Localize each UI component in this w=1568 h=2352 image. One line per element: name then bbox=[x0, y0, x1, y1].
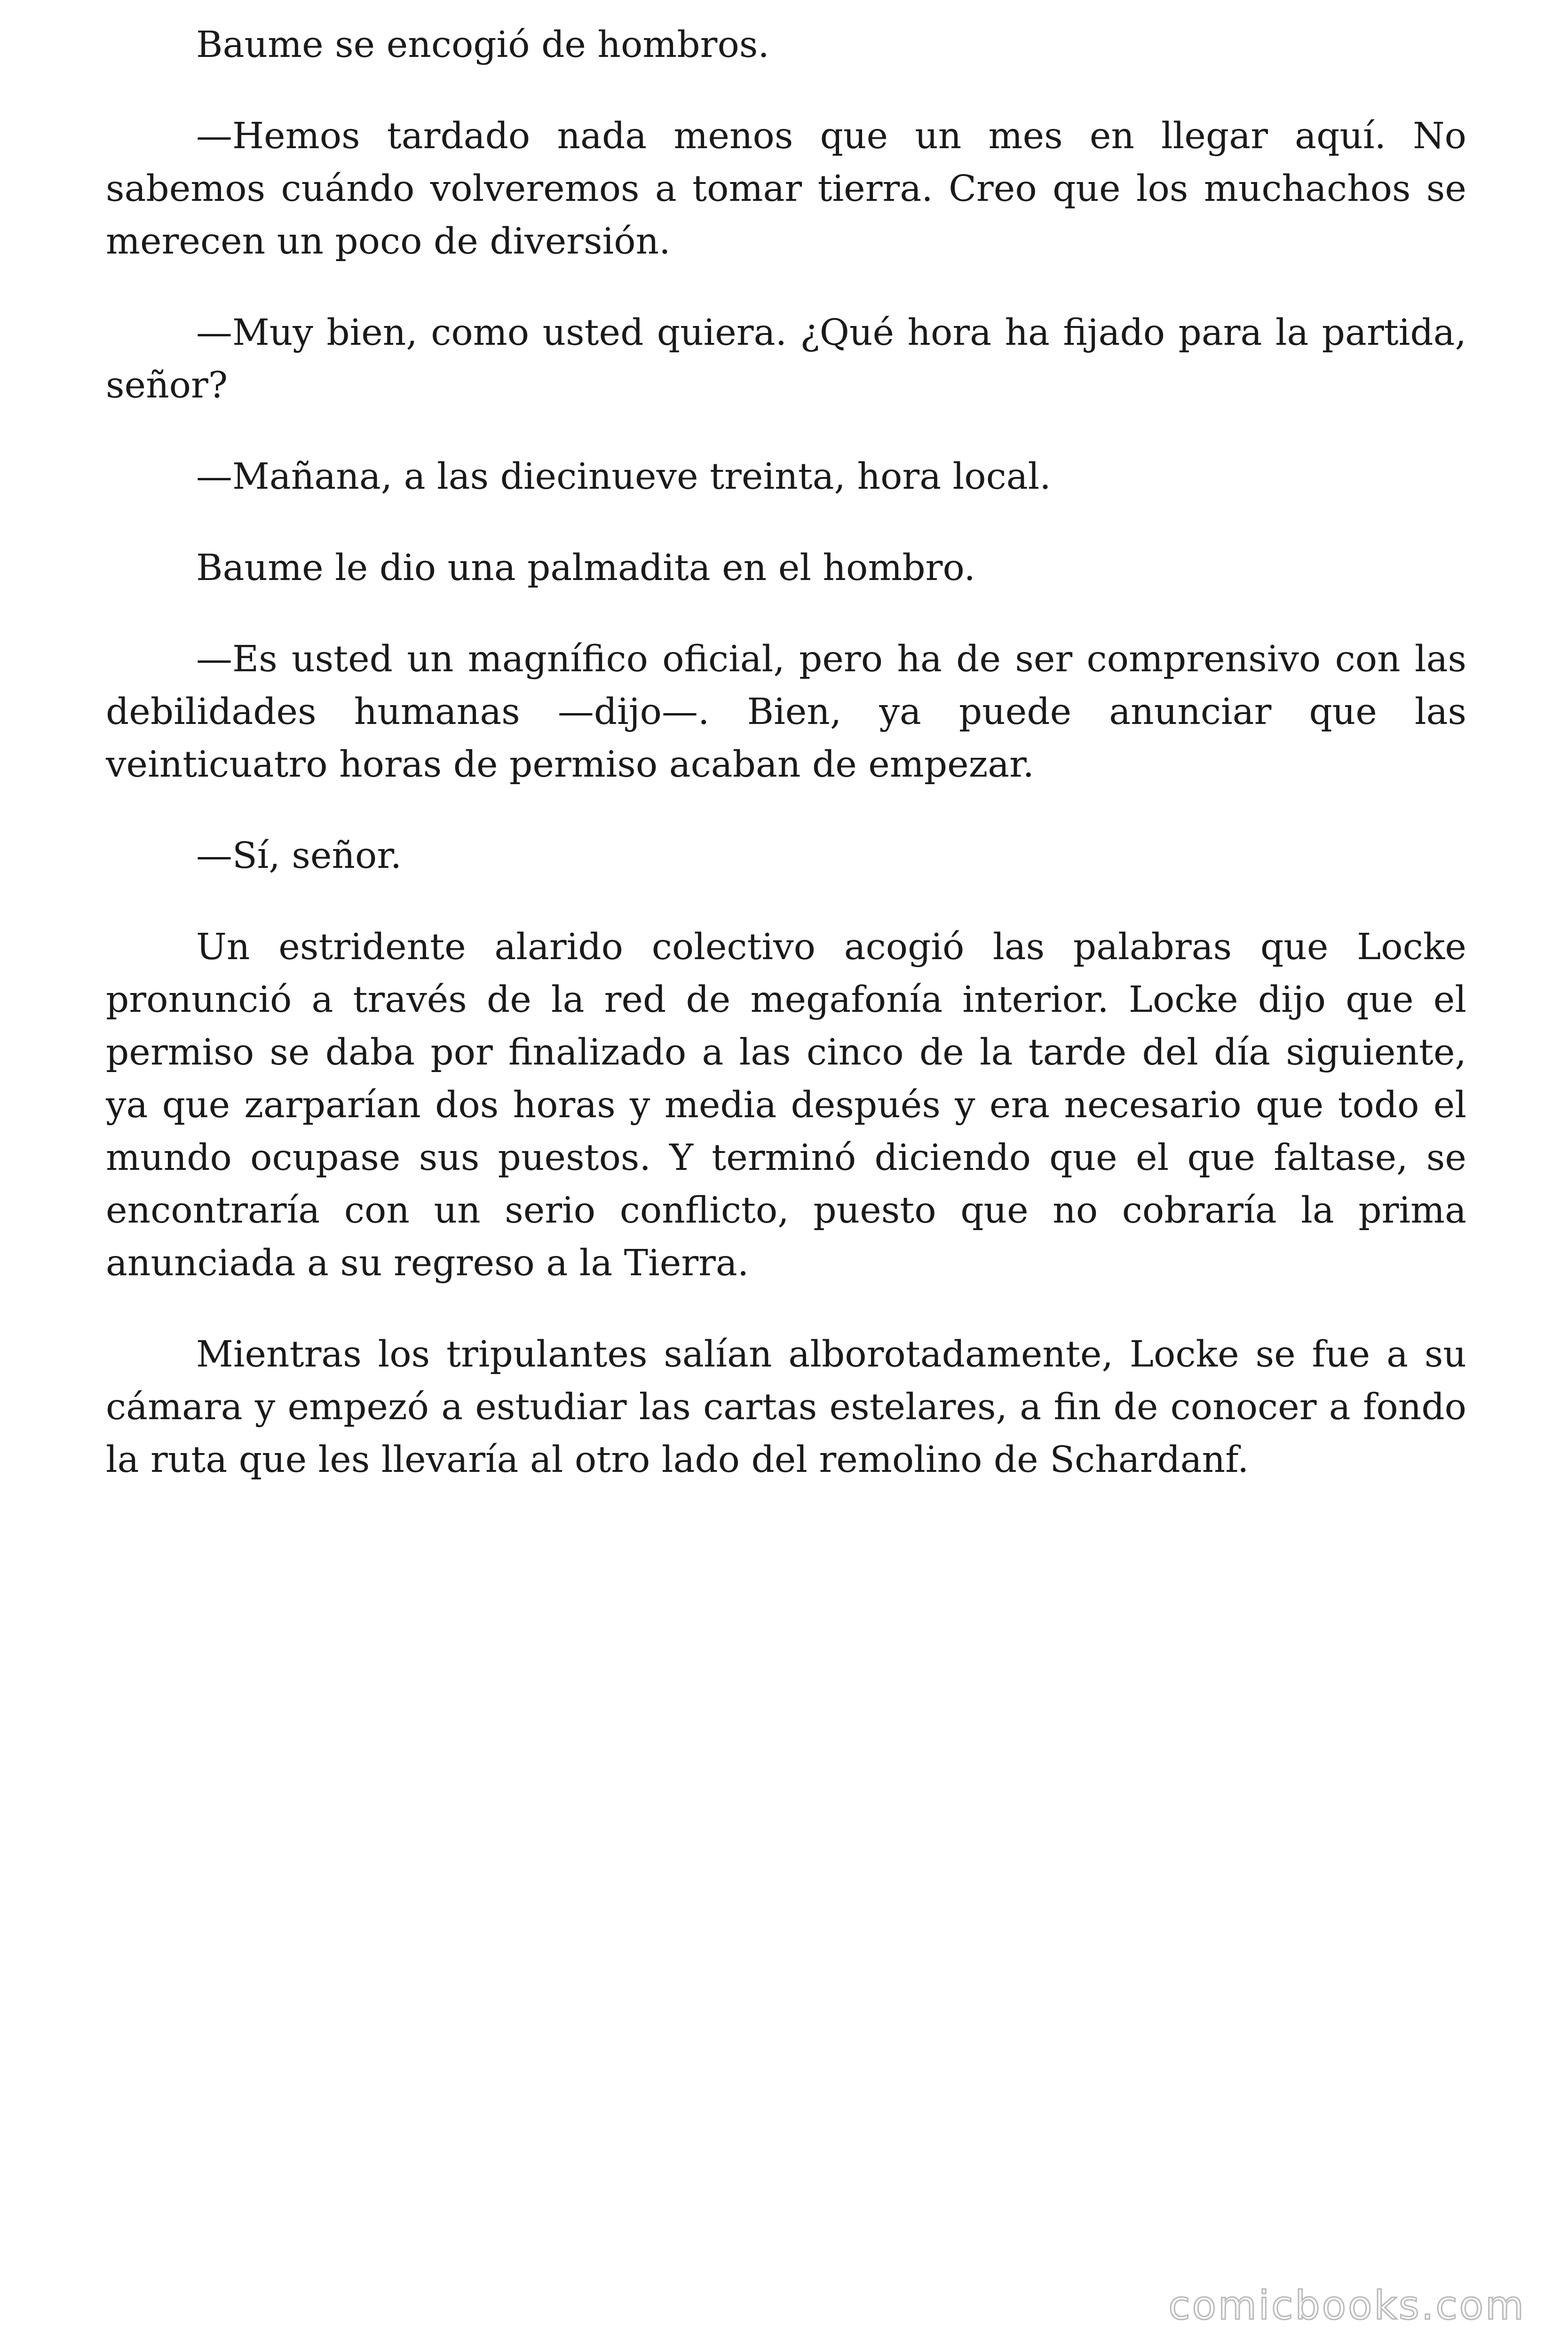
page-body bbox=[106, 19, 1466, 1525]
watermark: comicbooks.com bbox=[1168, 2282, 1526, 2328]
paragraph: —Sí, señor. bbox=[196, 835, 402, 877]
paragraph: Baume se encogió de hombros. bbox=[196, 24, 769, 66]
paragraph: Un estridente alarido colectivo acogió las palabras que Locke pronunció a través de la red de megafonía interior. Locke dijo que el permiso se daba por finalizado a las cinco de la tarde del día siguiente, ya que zarparían dos horas y media después y era necesario que todo el mundo ocupase sus puestos. Y terminó diciendo que el que faltase, se encontraría con un serio conflicto, puesto que no cobraría la prima anunciada a su regreso a la Tierra. bbox=[106, 926, 1466, 1284]
paragraph: —Muy bien, como usted quiera. ¿Qué hora ha fijado para la partida, señor? bbox=[106, 312, 1466, 406]
paragraph: —Es usted un magnífico oficial, pero ha de ser comprensivo con las debilidades humanas —dijo—. Bien, ya puede anunciar que las veinticuatro horas de permiso acaban de empezar. bbox=[106, 638, 1466, 786]
paragraph: Baume le dio una palmadita en el hombro. bbox=[196, 547, 975, 589]
paragraph: —Mañana, a las diecinueve treinta, hora local. bbox=[196, 456, 1051, 498]
paragraph: —Hemos tardado nada menos que un mes en llegar aquí. No sabemos cuándo volveremos a tomar tierra. Creo que los muchachos se merecen un poco de diversión. bbox=[106, 115, 1466, 262]
paragraph: Mientras los tripulantes salían alborotadamente, Locke se fue a su cámara y empezó a estudiar las cartas estelares, a fin de conocer a fondo la ruta que les llevaría al otro lado del remolino de Schardanf. bbox=[106, 1334, 1466, 1481]
